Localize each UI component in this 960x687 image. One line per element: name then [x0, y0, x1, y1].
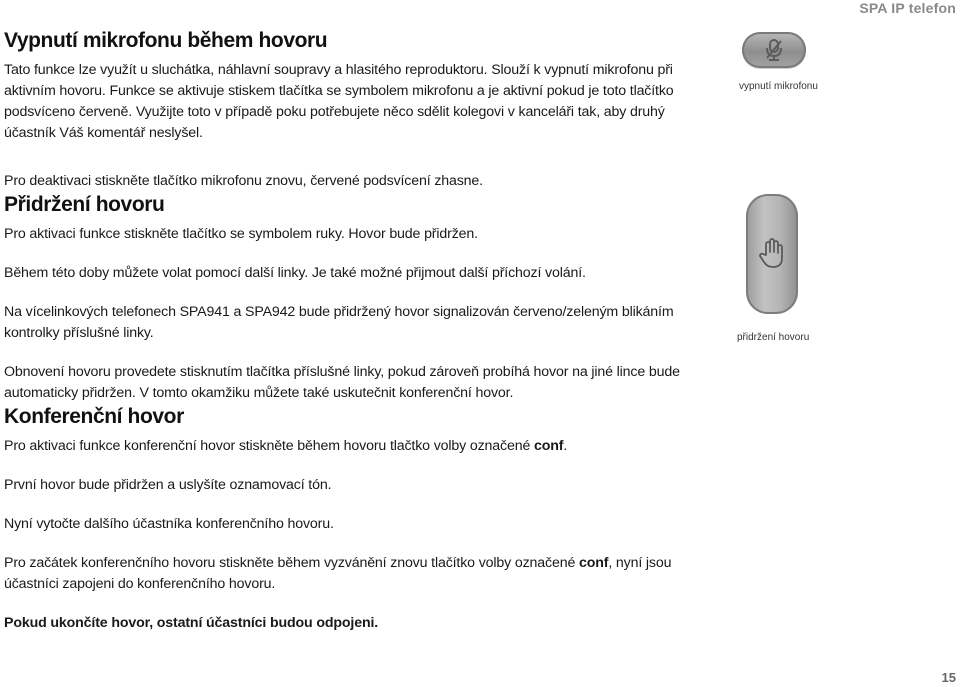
- conference-p1-text: Pro aktivaci funkce konferenční hovor stiskněte během hovoru tlačtko volby označené: [4, 438, 534, 454]
- mute-button-illustration: [742, 32, 806, 68]
- conference-p1-end: .: [563, 438, 568, 454]
- conf-key-label-2: conf: [578, 555, 609, 571]
- conference-paragraph-3: Nyní vytočte dalšího účastníka konferenčního hovoru.: [4, 516, 334, 532]
- section-title-hold: Přidržení hovoru: [4, 193, 165, 216]
- page-number: 15: [941, 670, 956, 685]
- mute-paragraph-2: Pro deaktivaci stiskněte tlačítko mikrofonu znovu, červené podsvícení zhasne.: [4, 173, 483, 189]
- hand-icon: [757, 238, 787, 270]
- mute-paragraph-1: Tato funkce lze využít u sluchátka, náhlavní soupravy a hlasitého reproduktoru. Slouží k vypnutí mikrofonu při aktivním hovoru. Funkce se aktivuje stiskem tlačítka se symbolem mikrofonu a je aktivní pokud je toto tlačítko podsvíceno červeně. Využijte toto v případě poku potřebujete něco sdělit kolegovi v kanceláři tak, aby druhý účastník Váš komentář neslyšel.: [4, 62, 674, 141]
- conf-key-label: conf: [533, 438, 564, 454]
- hold-caption: přidržení hovoru: [737, 332, 810, 343]
- conference-p4-end: , nyní jsou účastníci zapojeni do konferenčního hovoru.: [4, 555, 672, 592]
- conference-paragraph-5: [4, 613, 704, 634]
- section-title-mute: Vypnutí mikrofonu během hovoru: [4, 29, 328, 52]
- header-label: SPA IP telefon: [859, 0, 956, 16]
- conference-paragraph-4: [4, 553, 704, 595]
- conference-warning: Pokud ukončíte hovor, ostatní účastníci budou odpojeni.: [4, 615, 379, 631]
- hold-paragraph-3: Na vícelinkových telefonech SPA941 a SPA942 bude přidržený hovor signalizován červeno/zeleným blikáním kontrolky příslušné linky.: [4, 304, 674, 341]
- hold-paragraph-1: Pro aktivaci funkce stiskněte tlačítko se symbolem ruky. Hovor bude přidržen.: [4, 226, 478, 242]
- main-content: [4, 28, 704, 634]
- mute-caption: vypnutí mikrofonu: [739, 81, 818, 92]
- section-title-conference: Konferenční hovor: [4, 405, 184, 428]
- hold-button-illustration: [746, 194, 798, 314]
- conference-paragraph-2: První hovor bude přidržen a uslyšíte oznamovací tón.: [4, 477, 332, 493]
- hold-paragraph-4: Obnovení hovoru provedete stisknutím tlačítka příslušné linky, pokud zároveň probíhá hovor na jiné lince bude automaticky přidržen. V tomto okamžiku můžete také uskutečnit konferenční hovor.: [4, 364, 680, 401]
- conference-paragraph-1: [4, 436, 704, 457]
- hold-paragraph-2: Během této doby můžete volat pomocí další linky. Je také možné přijmout další příchozí volání.: [4, 265, 586, 281]
- microphone-muted-icon: [764, 38, 784, 62]
- conference-p4-text: Pro začátek konferenčního hovoru stiskněte během vyzvánění znovu tlačítko volby označené: [4, 555, 579, 571]
